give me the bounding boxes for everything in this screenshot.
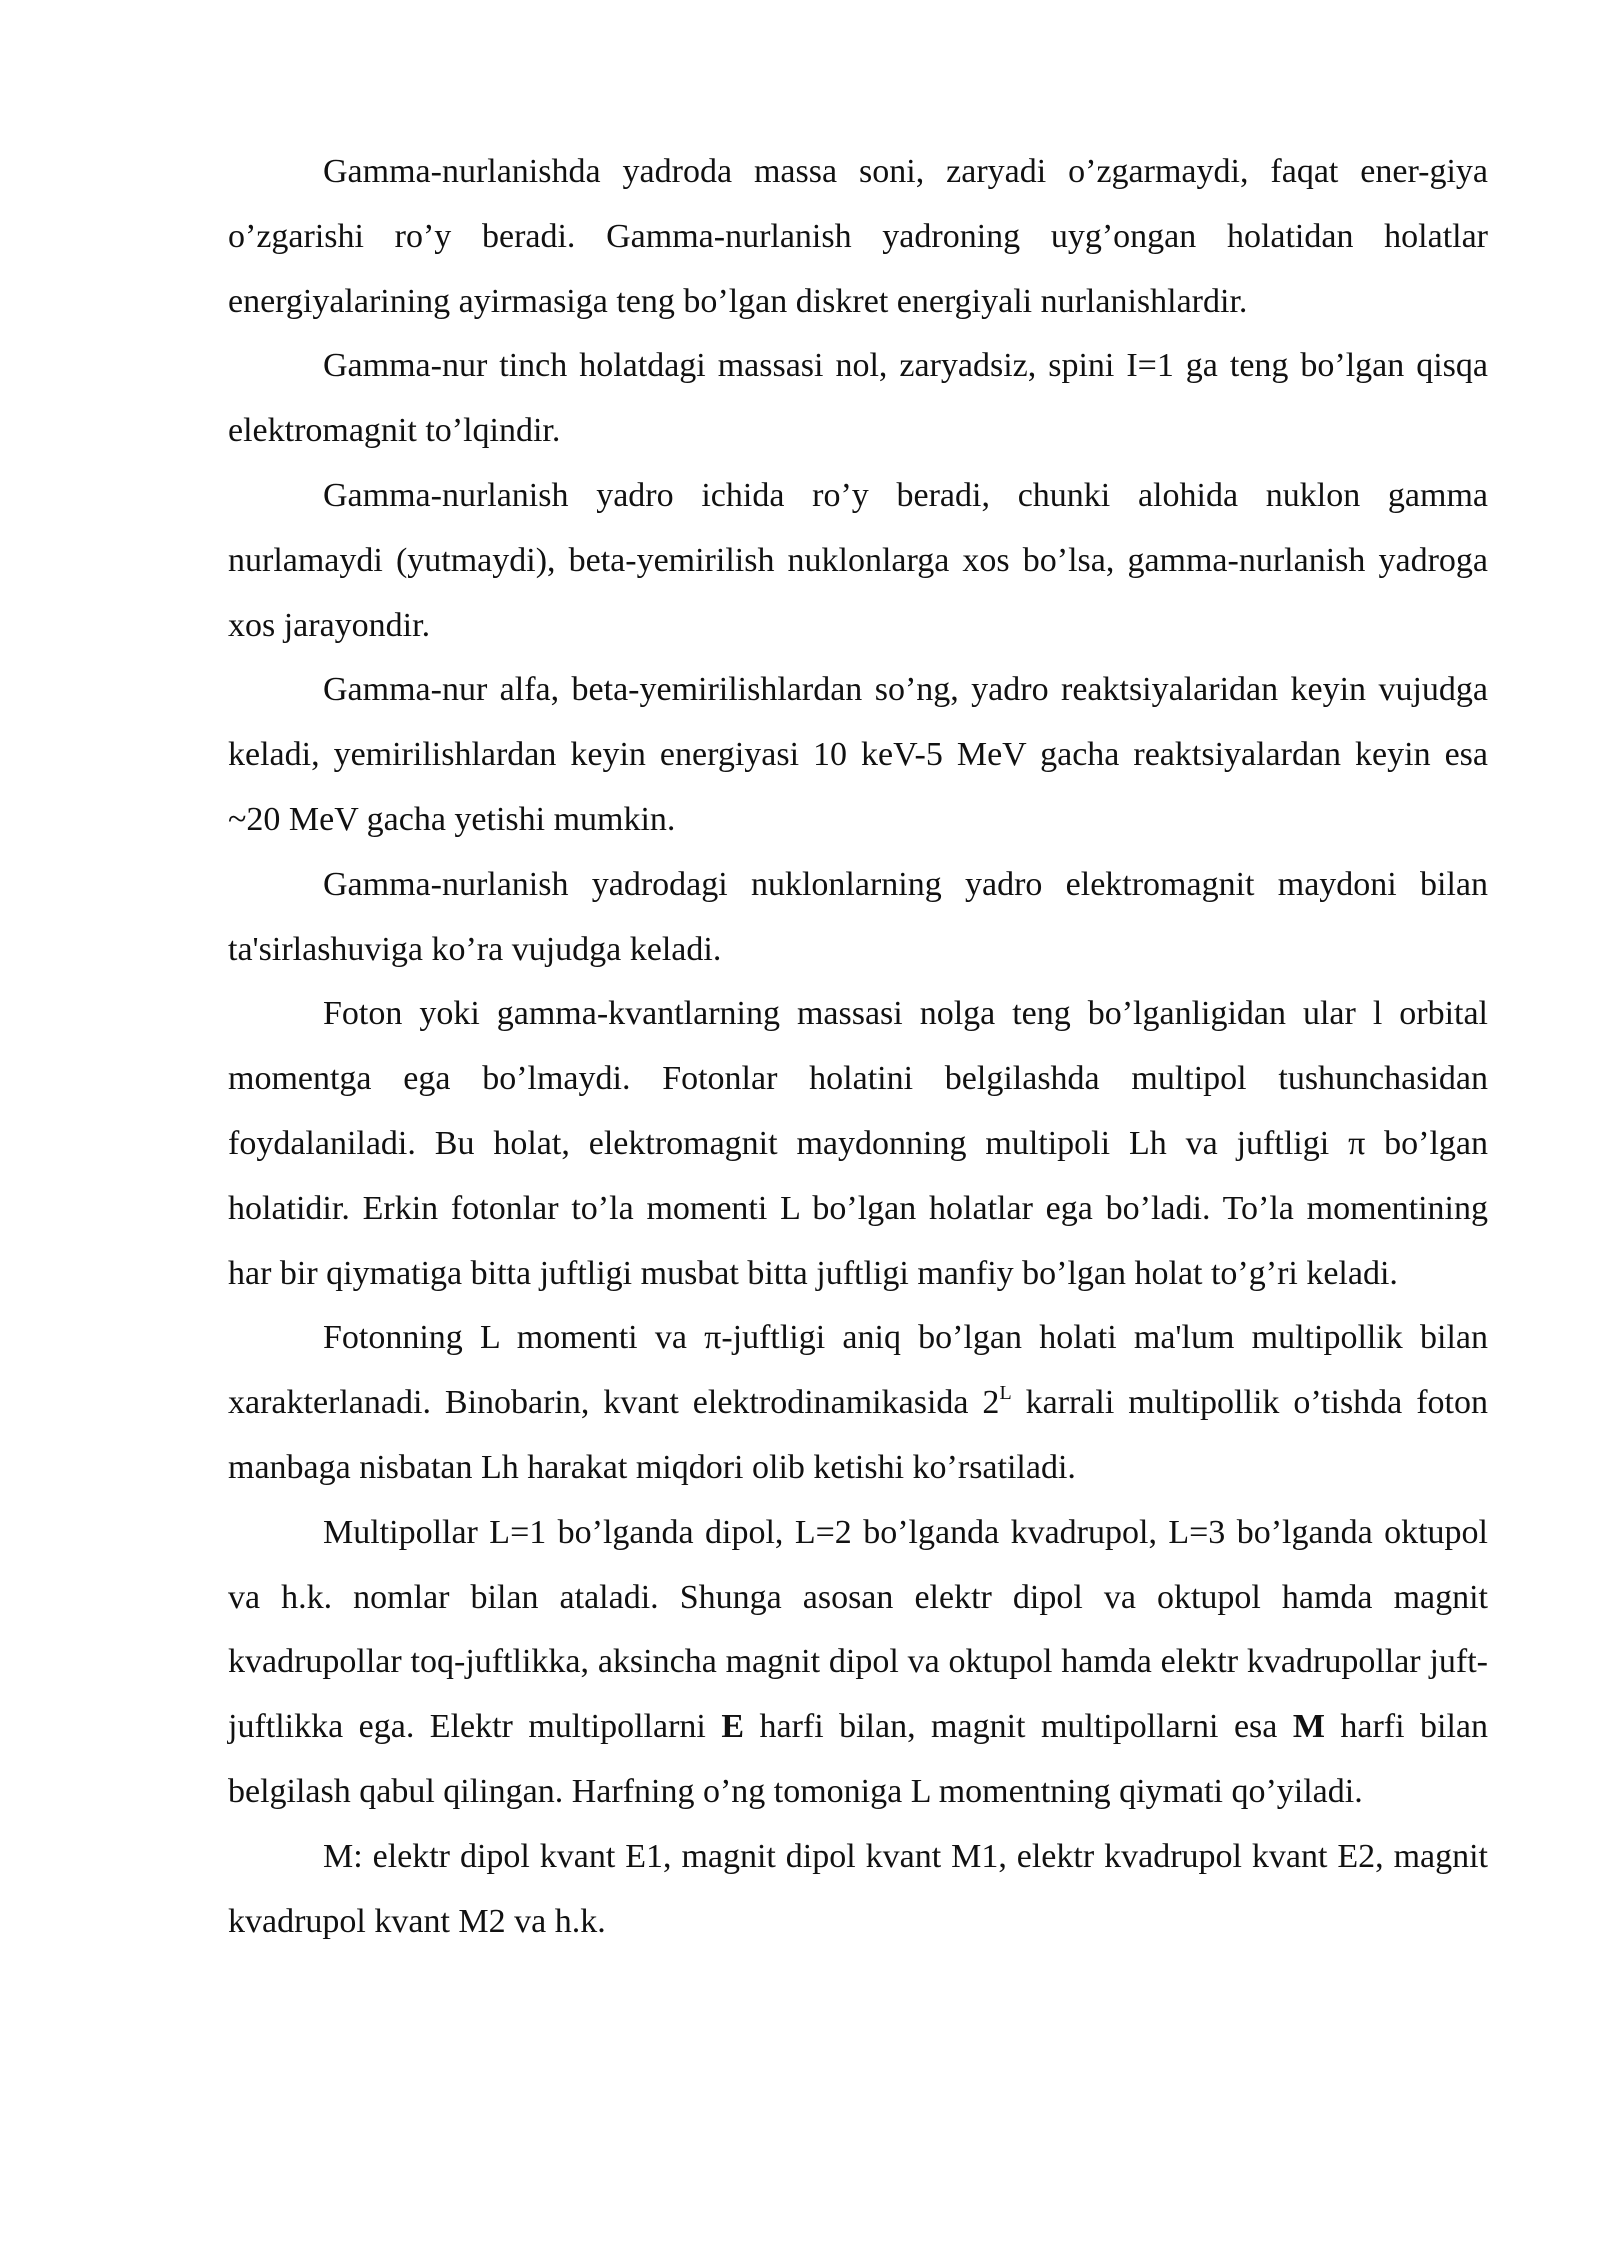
paragraph-text: karrali multipollik o’tishda foton manbaga nisbatan Lh harakat miqdori olib ketishi ko’rsatiladi. xyxy=(228,1384,1488,1486)
paragraph-gamma-origin: Gamma-nurlanish yadrodagi nuklonlarning yadro elektromagnit maydoni bilan ta'sirlashuviga ko’ra vujudga keladi. xyxy=(228,865,1488,968)
paragraph-gamma-energy-range: Gamma-nur alfa, beta-yemirilishlardan so’ng, yadro reaktsiyalaridan keyin vujudga keladi, yemirilishlardan keyin energiyasi 10 keV-5 MeV gacha reaktsiyalardan keyin esa ~20 MeV gacha yetishi mumkin. xyxy=(228,671,1488,838)
paragraph-gamma-radiation-intro: Gamma-nurlanishda yadroda massa soni, zaryadi o’zgarmaydi, faqat ener-giya o’zgarishi ro’y beradi. Gamma-nurlanish yadroning uyg’ongan holatidan holatlar energiyalarining ayirmasiga teng bo’lgan diskret energiyali nurlanishlardir. xyxy=(228,153,1488,320)
paragraph-text: harfi bilan belgilash qabul qilingan. Harfning o’ng tomoniga L momentning qiymati qo’yiladi. xyxy=(228,1708,1488,1810)
superscript-l: L xyxy=(999,1382,1012,1405)
bold-letter-e: E xyxy=(721,1708,745,1746)
paragraph-multipole-names xyxy=(228,1501,1488,1825)
bold-letter-m: M xyxy=(1292,1708,1325,1746)
paragraph-gamma-inside-nucleus: Gamma-nurlanish yadro ichida ro’y beradi, chunki alohida nuklon gamma nurlamaydi (yutmaydi), beta-yemirilish nuklonlarga xos bo’lsa, gamma-nurlanish yadroga xos jarayondir. xyxy=(228,476,1488,644)
document-page xyxy=(228,140,1488,1954)
paragraph-text: Multipollar L=1 bo’lganda dipol, L=2 bo’lganda kvadrupol, L=3 bo’lganda oktupol va h.k. nomlar bilan ataladi. Shunga asosan elektr dipol va oktupol hamda magnit kvadrupollar toq-juftlikka, aksincha magnit dipol va oktupol hamda elektr kvadrupollar juft-juftlikka ega. Elektr multipollarni xyxy=(228,1513,1488,1746)
paragraph-multipole-examples: M: elektr dipol kvant E1, magnit dipol kvant M1, elektr kvadrupol kvant E2, magnit kvadrupol kvant M2 va h.k. xyxy=(228,1837,1488,1940)
paragraph-text: Fotonning L momenti va π-juftligi aniq bo’lgan holati ma'lum multipollik bilan xarakterlanadi. Binobarin, kvant elektrodinamikasida 2 xyxy=(228,1319,1488,1422)
paragraph-gamma-ray-properties: Gamma-nur tinch holatdagi massasi nol, zaryadsiz, spini I=1 ga teng bo’lgan qisqa elektromagnit to’lqindir. xyxy=(228,347,1488,450)
paragraph-text: harfi bilan, magnit multipollarni esa xyxy=(744,1708,1293,1746)
paragraph-photon-multipole: Foton yoki gamma-kvantlarning massasi nolga teng bo’lganligidan ular l orbital momentga ega bo’lmaydi. Fotonlar holatini belgilashda multipol tushunchasidan foydalaniladi. Bu holat, elektromagnit maydonning multipoli Lh va juftligi π bo’lgan holatidir. Erkin fotonlar to’la momenti L bo’lgan holatlar ega bo’ladi. To’la momentining har bir qiymatiga bitta juftligi musbat bitta juftligi manfiy bo’lgan holat to’g’ri keladi. xyxy=(228,995,1488,1292)
paragraph-photon-parity xyxy=(228,1306,1488,1500)
